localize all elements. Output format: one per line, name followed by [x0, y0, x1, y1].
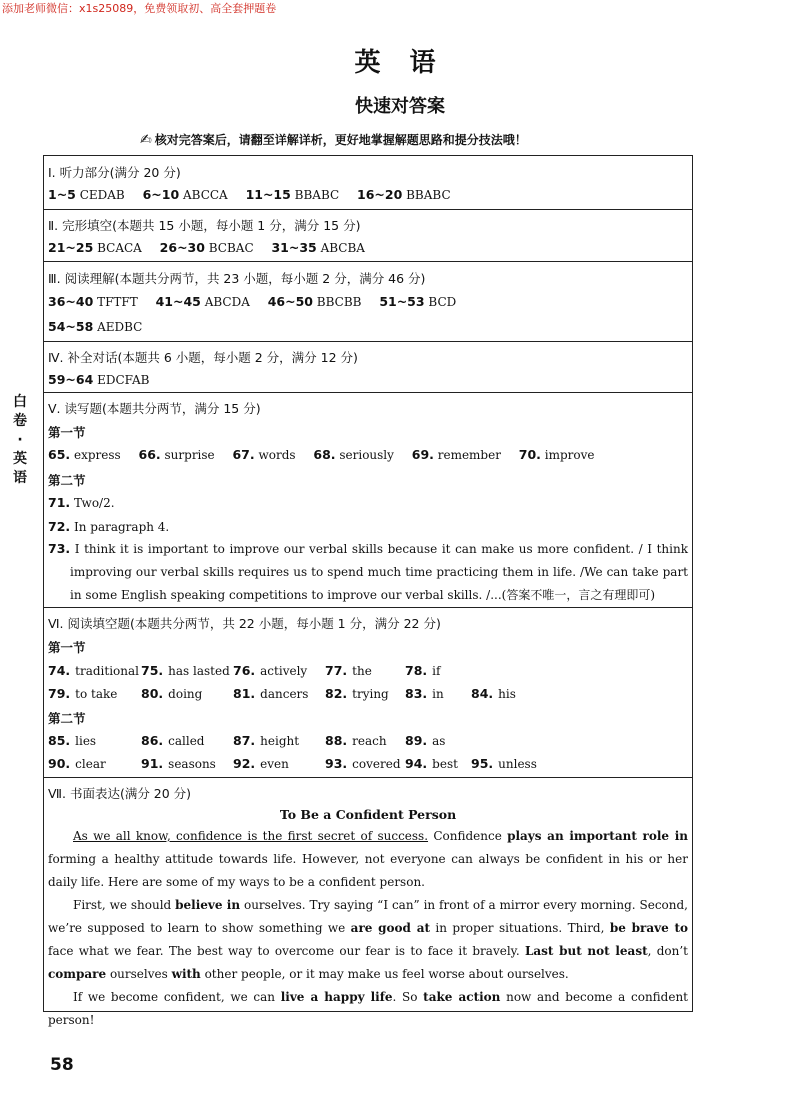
part-heading: 第二节	[48, 473, 86, 488]
answer-line	[48, 447, 595, 462]
section-heading: Ⅲ. 阅读理解(本题共分两节，共 23 小题，每小题 2 分，满分 46 分)	[48, 271, 426, 286]
fill-item	[405, 686, 444, 701]
answer-range: 59~64	[48, 372, 94, 387]
item-num: 95.	[471, 756, 494, 771]
section-writing	[44, 778, 692, 1027]
fill-item	[325, 686, 389, 701]
bold-phrase: be brave to	[609, 921, 689, 935]
item-num: 80.	[141, 686, 164, 701]
item-text: Two/2.	[73, 496, 115, 510]
section-cloze	[44, 210, 692, 262]
item-text: best	[432, 757, 458, 771]
bold-phrase: believe in	[175, 898, 241, 912]
answer-line	[48, 294, 456, 309]
item-num: 90.	[48, 756, 71, 771]
side-char: ·	[17, 432, 23, 448]
part-heading: 第一节	[48, 425, 86, 440]
tip-line	[140, 131, 527, 148]
section-heading: Ⅶ. 书面表达(满分 20 分)	[48, 786, 192, 801]
item-num: 81.	[233, 686, 256, 701]
fill-item	[48, 733, 96, 748]
section-reading-fill	[44, 608, 692, 778]
item-num: 71.	[48, 495, 71, 510]
item-num: 79.	[48, 686, 71, 701]
answer-text: BBABC	[406, 188, 451, 202]
side-char: 白	[13, 394, 27, 410]
bold-phrase: take action	[423, 990, 501, 1004]
item-text: height	[260, 734, 300, 748]
item-num: 82.	[325, 686, 348, 701]
fill-item	[48, 756, 106, 771]
item-text: trying	[352, 687, 389, 701]
item-text: In paragraph 4.	[73, 520, 170, 534]
section-heading: Ⅵ. 阅读填空题(本题共分两节，共 22 小题，每小题 1 分，满分 22 分)	[48, 616, 441, 631]
answer-text: CEDAB	[79, 188, 125, 202]
item-num: 94.	[405, 756, 428, 771]
item-text: if	[432, 664, 441, 678]
item-text: to take	[75, 687, 118, 701]
fill-item	[233, 756, 289, 771]
answer-text: BCD	[428, 295, 457, 309]
answer-text: BCACA	[97, 241, 142, 255]
essay-text: ourselves. Try saying “I can” in front of a mirror every morning. Second, we’re supposed to learn to show something we	[48, 898, 689, 935]
item-text: seriously	[339, 448, 394, 462]
answer-range: 16~20	[357, 187, 403, 202]
answer-text: BCBAC	[208, 241, 254, 255]
bold-phrase: Last but not least	[524, 944, 648, 958]
item-num: 92.	[233, 756, 256, 771]
fill-item	[233, 733, 299, 748]
bold-phrase: are good at	[350, 921, 431, 935]
item-num: 87.	[233, 733, 256, 748]
item-text: unless	[498, 757, 537, 771]
fill-item	[325, 733, 387, 748]
item-text: traditional	[75, 664, 139, 678]
item-num: 67.	[232, 447, 255, 462]
item-text: dancers	[260, 687, 309, 701]
answer-paragraph	[48, 537, 688, 607]
item-num: 93.	[325, 756, 348, 771]
section-read-write	[44, 393, 692, 608]
item-text: the	[352, 664, 372, 678]
fill-item	[405, 733, 445, 748]
essay-text: now and become a confident person!	[48, 990, 689, 1027]
fill-item	[141, 733, 205, 748]
answer-range: 11~15	[245, 187, 291, 202]
item-text: remember	[437, 448, 501, 462]
item-num: 68.	[313, 447, 336, 462]
item-text: I think it is important to improve our verbal skills because it can make us more confident. / I think improving our verbal skills requires us to spend much time practicing them in life. /We can take part in some English speaking competitions to improve our verbal skills. /...(答案不唯一，言之有理即可)	[70, 542, 688, 602]
pen-icon: ✍	[140, 131, 152, 148]
item-text: lies	[75, 734, 97, 748]
section-reading	[44, 262, 692, 342]
item-text: doing	[168, 687, 203, 701]
item-num: 65.	[48, 447, 71, 462]
side-char: 语	[13, 470, 27, 486]
item-num: 89.	[405, 733, 428, 748]
essay-text: ourselves	[106, 967, 172, 981]
fill-item	[325, 756, 401, 771]
item-text: seasons	[168, 757, 216, 771]
section-heading: Ⅰ. 听力部分(满分 20 分)	[48, 165, 181, 180]
essay-text: face what we fear. The best way to overcome our fear is to face it bravely.	[48, 944, 525, 958]
fill-item	[471, 756, 537, 771]
item-num: 88.	[325, 733, 348, 748]
answer-range: 26~30	[159, 240, 205, 255]
section-heading: Ⅱ. 完形填空(本题共 15 小题，每小题 1 分，满分 15 分)	[48, 218, 361, 233]
item-text: even	[260, 757, 289, 771]
item-text: as	[432, 734, 446, 748]
item-num: 69.	[411, 447, 434, 462]
answer-line	[48, 495, 115, 510]
item-num: 72.	[48, 519, 71, 534]
item-num: 78.	[405, 663, 428, 678]
answer-line	[48, 319, 142, 334]
answer-text: TFTFT	[97, 295, 138, 309]
answer-range: 54~58	[48, 319, 94, 334]
fill-item	[405, 756, 458, 771]
part-heading: 第二节	[48, 711, 86, 726]
essay-text: If we become confident, we can	[73, 990, 281, 1004]
item-num: 75.	[141, 663, 164, 678]
answer-text: AEDBC	[97, 320, 143, 334]
item-text: his	[498, 687, 516, 701]
item-num: 77.	[325, 663, 348, 678]
answer-range: 31~35	[271, 240, 317, 255]
bold-phrase: with	[171, 967, 201, 981]
essay-paragraph	[48, 986, 688, 1032]
item-text: express	[73, 448, 121, 462]
answer-text: ABCCA	[182, 188, 228, 202]
tip-text: 核对完答案后，请翻至详解详析，更好地掌握解题思路和提分技法哦！	[154, 133, 527, 147]
side-label	[11, 393, 29, 488]
page-title: 英 语	[354, 48, 446, 78]
answer-range: 6~10	[142, 187, 180, 202]
item-num: 85.	[48, 733, 71, 748]
fill-item	[233, 686, 308, 701]
answer-frame	[43, 155, 693, 1027]
essay-paragraph	[48, 825, 688, 894]
fill-item	[233, 663, 307, 678]
answer-text: BBCBB	[316, 295, 362, 309]
fill-item	[405, 663, 440, 678]
item-text: words	[258, 448, 296, 462]
watermark-text: 添加老师微信：x1s25089，免费领取初、高全套押题卷	[2, 2, 277, 15]
essay-body	[48, 825, 688, 1032]
fill-item	[141, 686, 202, 701]
section-dialogue	[44, 342, 692, 393]
item-num: 66.	[138, 447, 161, 462]
answer-text: BBABC	[294, 188, 340, 202]
essay-text: First, we should	[73, 898, 176, 912]
essay-text: , don’t	[647, 944, 688, 958]
answer-line	[48, 240, 365, 255]
answer-range: 51~53	[379, 294, 425, 309]
page-subtitle: 快速对答案	[355, 96, 445, 117]
essay-text: . So	[392, 990, 424, 1004]
answer-text: EDCFAB	[97, 373, 150, 387]
fill-item	[141, 756, 216, 771]
section-heading: Ⅴ. 读写题(本题共分两节，满分 15 分)	[48, 401, 261, 416]
item-num: 86.	[141, 733, 164, 748]
essay-text: Confidence	[428, 829, 508, 843]
item-text: has lasted	[168, 664, 230, 678]
item-text: improve	[544, 448, 595, 462]
item-num: 73.	[48, 541, 71, 556]
answer-range: 36~40	[48, 294, 94, 309]
answer-line	[48, 372, 149, 387]
item-num: 74.	[48, 663, 71, 678]
item-text: covered	[352, 757, 401, 771]
section-listening	[44, 156, 692, 210]
item-num: 70.	[518, 447, 541, 462]
item-text: reach	[352, 734, 387, 748]
essay-title: To Be a Confident Person	[279, 807, 457, 822]
answer-text: ABCDA	[204, 295, 250, 309]
answer-line	[48, 187, 451, 202]
essay-text: in proper situations. Third,	[430, 921, 610, 935]
underlined-text: As we all know, confidence is the first secret of success.	[73, 829, 429, 843]
page-number: 58	[50, 1055, 74, 1075]
answer-range: 46~50	[267, 294, 313, 309]
side-char: 英	[13, 451, 27, 467]
fill-item	[48, 686, 117, 701]
item-text: in	[432, 687, 444, 701]
answer-range: 1~5	[48, 187, 76, 202]
item-text: called	[168, 734, 205, 748]
section-heading: Ⅳ. 补全对话(本题共 6 小题，每小题 2 分，满分 12 分)	[48, 350, 358, 365]
essay-text: forming a healthy attitude towards life. However, not everyone can always be confident in his or her daily life. Here are some of my ways to be a confident person.	[48, 852, 688, 889]
fill-item	[48, 663, 139, 678]
item-text: clear	[75, 757, 106, 771]
item-num: 91.	[141, 756, 164, 771]
answer-text: ABCBA	[320, 241, 365, 255]
fill-item	[325, 663, 372, 678]
answer-range: 21~25	[48, 240, 94, 255]
item-num: 84.	[471, 686, 494, 701]
bold-phrase: plays an important role in	[507, 829, 688, 843]
answer-range: 41~45	[155, 294, 201, 309]
essay-paragraph	[48, 894, 688, 986]
item-text: actively	[260, 664, 308, 678]
part-heading: 第一节	[48, 640, 86, 655]
fill-item	[471, 686, 516, 701]
item-num: 76.	[233, 663, 256, 678]
bold-phrase: compare	[48, 967, 107, 981]
side-char: 卷	[13, 413, 27, 429]
item-num: 83.	[405, 686, 428, 701]
answer-line	[48, 519, 169, 534]
essay-text: other people, or it may make us feel worse about ourselves.	[200, 967, 569, 981]
fill-item	[141, 663, 230, 678]
item-text: surprise	[164, 448, 215, 462]
bold-phrase: live a happy life	[280, 990, 393, 1004]
